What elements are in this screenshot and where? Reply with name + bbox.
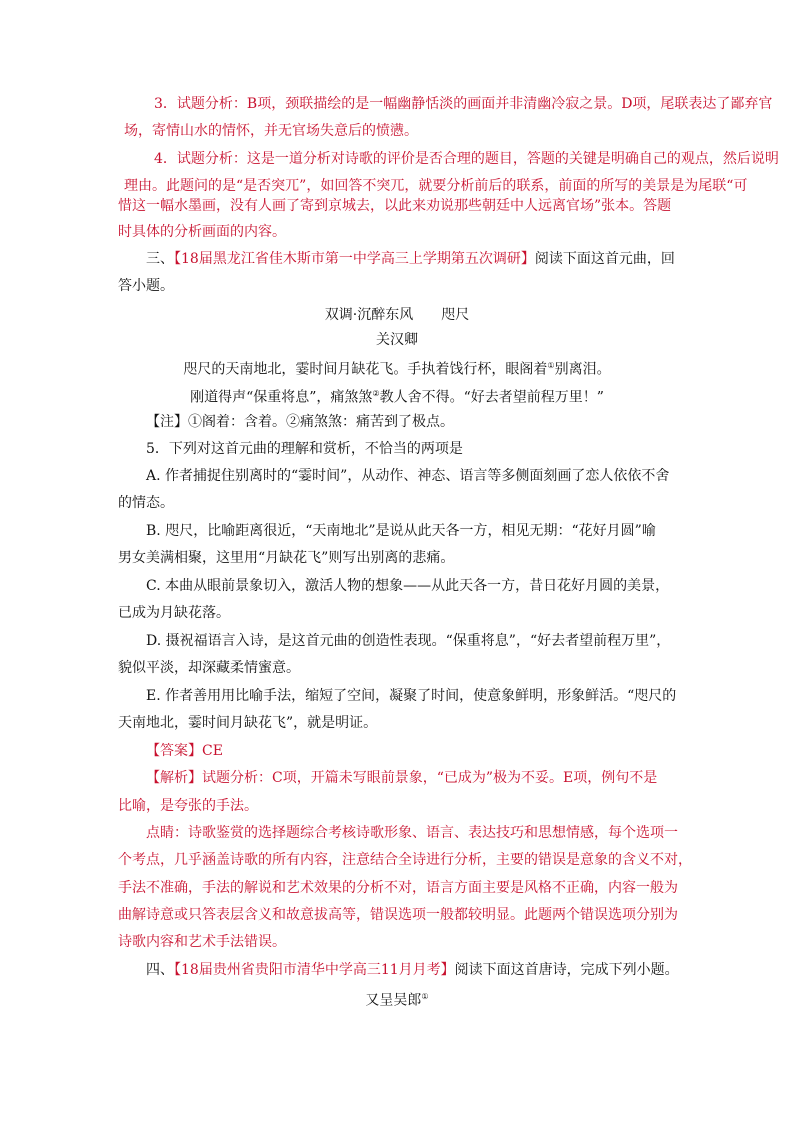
poem-verse-2-b: 教人舍不得。“好去者望前程万里！”	[379, 389, 604, 406]
answer	[146, 741, 223, 761]
option-d-line-1: D. 摄祝福语言入诗，是这首元曲的创造性表现。“保重将息”，“好去者望前程万里”，	[146, 633, 671, 649]
section-4-heading	[146, 960, 679, 980]
option-e-line-1: E. 作者善用用比喻手法，缩短了空间，凝聚了时间，使意象鲜明，形象鲜活。“咫尺的	[146, 688, 677, 704]
section-3-intro: 阅读下面这首元曲，回	[534, 251, 675, 267]
option-b-line-2: 男女美满相聚，这里用“月缺花飞”则写出别离的悲痛。	[118, 550, 455, 566]
pointer-line-3: 手法不准确，手法的解说和艺术效果的分析不对，语言方面主要是风格不正确，内容一般为	[118, 880, 678, 896]
analysis-4-line-1: 4．试题分析：这是一道分析对诗歌的评价是否合理的题目，答题的关键是明确自己的观点，然后说明	[154, 151, 779, 167]
analysis-4-line-3: 惜这一幅水墨画，没有人画了寄到京城去，以此来劝说那些朝廷中人远离官场”张本。答题	[118, 198, 672, 214]
section-3-heading	[146, 249, 675, 269]
option-b-line-1: B. 咫尺，比喻距离很近，“天南地北”是说从此天各一方，相见无期：“花好月圆”喻	[146, 523, 656, 539]
poem-verse-1-a: 咫尺的天南地北，霎时间月缺花飞。手执着饯行杯，眼阁着	[183, 361, 548, 378]
pointer-line-2: 个考点，几乎涵盖诗歌的所有内容，注意结合全诗进行分析，主要的错误是意象的含义不对，	[118, 852, 692, 868]
poem-2-title-text: 又呈吴郎	[365, 992, 422, 1009]
section-4-source: 【18届贵州省贵阳市清华中学高三11月月考】	[174, 962, 455, 978]
answer-label: 【答案】	[146, 743, 202, 759]
poem-2-title	[0, 987, 794, 1011]
option-a-line-1: A. 作者捕捉住别离时的“霎时间”，从动作、神态、语言等多侧面刻画了恋人依依不舍	[146, 468, 670, 484]
explanation-line-1	[146, 768, 657, 788]
option-a-line-2: 的情态。	[118, 495, 174, 511]
explanation-line-2: 比喻，是夸张的手法。	[118, 798, 258, 814]
answer-value: CE	[202, 743, 223, 759]
poem-verse-2-a: 刚道得声“保重将息”，痛煞煞	[190, 389, 373, 406]
poem-verse-1-b: 别离泪。	[554, 361, 611, 378]
option-c-line-2: 已成为月缺花落。	[118, 605, 230, 621]
option-d-line-2: 貌似平淡，却深藏柔情蜜意。	[118, 660, 300, 676]
section-3-source: 【18届黑龙江省佳木斯市第一中学高三上学期第五次调研】	[174, 251, 535, 267]
pointer-line-5: 诗歌内容和艺术手法错误。	[118, 934, 286, 950]
analysis-3-line-1: 3．试题分析：B项，颈联描绘的是一幅幽静恬淡的画面并非清幽冷寂之景。D项，尾联表达了鄙弃官	[154, 96, 773, 112]
analysis-4-line-2: 理由。此题问的是“是否突兀”，如回答不突兀，就要分析前后的联系，前面的所写的美景是为尾联“可	[124, 178, 748, 194]
poem-2-title-mark: ①	[421, 992, 429, 1001]
note-mark-1: ①	[547, 361, 555, 370]
explanation-label: 【解析】	[146, 770, 202, 786]
pointer-line-1: 点睛：诗歌鉴赏的选择题综合考核诗歌形象、语言、表达技巧和思想情感，每个选项一	[146, 825, 678, 841]
pointer-line-4: 曲解诗意或只答表层含义和故意拔高等，错误选项一般都较明显。此题两个错误选项分别为	[118, 907, 678, 923]
section-3-prefix: 三、	[146, 251, 174, 267]
poem-author: 关汉卿	[376, 332, 418, 348]
poem-verse-2	[0, 384, 794, 408]
question-5-stem: 5．下列对这首元曲的理解和赏析，不恰当的两项是	[146, 441, 463, 457]
explanation-text-1: 试题分析：C项，开篇未写眼前景象，“已成为”极为不妥。E项，例句不是	[202, 770, 658, 786]
option-c-line-1: C. 本曲从眼前景象切入，激活人物的想象——从此天各一方，昔日花好月圆的美景，	[146, 578, 670, 594]
poem-title: 双调·沉醉东风 咫尺	[324, 307, 470, 323]
poem-verse-1	[0, 356, 794, 380]
analysis-3-line-2: 场，寄情山水的情怀，并无官场失意后的愤懑。	[124, 123, 418, 139]
analysis-4-line-4: 时具体的分析画面的内容。	[118, 224, 286, 240]
note-mark-2: ②	[372, 389, 380, 398]
section-4-intro: 阅读下面这首唐诗，完成下列小题。	[454, 962, 679, 978]
section-3-intro-cont: 答小题。	[118, 278, 174, 294]
poem-notes: 【注】①阁着：含着。②痛煞煞：痛苦到了极点。	[146, 414, 454, 430]
option-e-line-2: 天南地北，霎时间月缺花飞”，就是明证。	[118, 715, 378, 731]
section-4-prefix: 四、	[146, 962, 174, 978]
